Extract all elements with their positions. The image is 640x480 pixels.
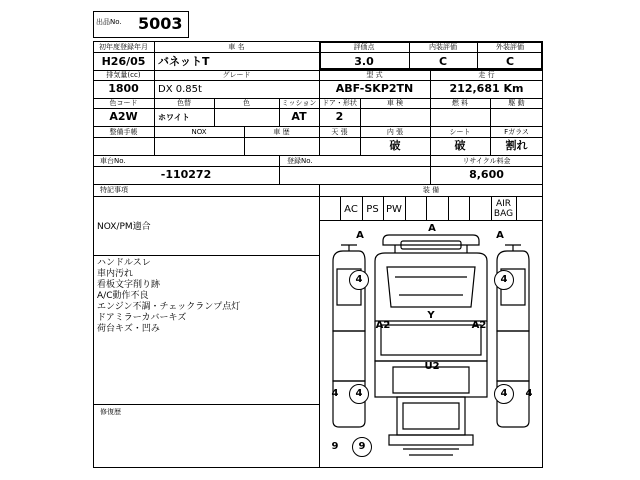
chassis-label: 車台No. bbox=[100, 157, 126, 165]
reg-date-value: H26/05 bbox=[101, 55, 146, 68]
grade-label: グレード bbox=[222, 71, 251, 79]
damage-circle-front-fender-right: 4 bbox=[494, 270, 514, 290]
service-book-label: 整備手帳 bbox=[109, 128, 138, 136]
chassis-value: -110272 bbox=[160, 168, 212, 181]
equipment-label: 装 備 bbox=[422, 186, 440, 194]
seat-value: 破 bbox=[454, 139, 466, 152]
damage-door-left: A2 bbox=[375, 320, 391, 331]
glass-value: 割れ bbox=[505, 139, 528, 152]
drive-label: 駆 動 bbox=[508, 99, 525, 107]
color-change-label: 色替 bbox=[177, 99, 191, 107]
damage-front-center: A bbox=[428, 223, 436, 234]
lot-number: 5003 bbox=[138, 14, 183, 33]
ceiling-label: 天 張 bbox=[331, 128, 348, 136]
damage-circle-bottom-left: 9 bbox=[352, 437, 372, 457]
special-note-4: A/C動作不良 bbox=[97, 291, 149, 301]
interior-grade-label: 内装評価 bbox=[429, 43, 457, 51]
doors-label: ドア・形状 bbox=[322, 99, 357, 107]
special-note-7: 荷台キズ・凹み bbox=[97, 324, 160, 334]
recycle-label: リサイクル料金 bbox=[462, 157, 511, 165]
damage-door-right: A2 bbox=[471, 320, 487, 331]
mileage-label: 走 行 bbox=[478, 71, 495, 79]
score-value: 3.0 bbox=[354, 55, 374, 68]
nox-label: NOX bbox=[191, 128, 207, 136]
damage-circle-front-fender-left: 4 bbox=[349, 270, 369, 290]
damage-circle-rear-left: 4 bbox=[349, 384, 369, 404]
damage-bottom-left-outer: 9 bbox=[331, 441, 339, 452]
doors-value: 2 bbox=[335, 110, 344, 123]
reg-date-label: 初年度登録年月 bbox=[99, 43, 148, 51]
damage-rear-left-outer: 4 bbox=[331, 388, 339, 399]
fuel-label: 燃 料 bbox=[451, 99, 469, 107]
special-note-nox: NOX/PM適合 bbox=[97, 222, 151, 232]
lot-label: 出品No. bbox=[96, 18, 122, 26]
displacement-label: 排気量(cc) bbox=[106, 71, 141, 79]
glass-label: Fガラス bbox=[504, 128, 529, 136]
damage-roof: Y bbox=[427, 310, 435, 321]
equipment-ac: AC bbox=[344, 204, 358, 215]
mileage-value: 212,681 Km bbox=[449, 82, 524, 95]
score-label: 評価点 bbox=[353, 43, 375, 51]
inspection-label: 車 検 bbox=[386, 99, 404, 107]
model-value: バネットT bbox=[158, 55, 210, 68]
grade-value: DX 0.85t bbox=[158, 84, 202, 95]
model-label: 車 名 bbox=[228, 43, 245, 51]
repair-history-label: 修復歴 bbox=[100, 408, 121, 416]
seat-label: シート bbox=[449, 128, 471, 136]
color-label: 色 bbox=[243, 99, 250, 107]
equipment-ps: PS bbox=[366, 204, 379, 215]
color-value: ホワイト bbox=[158, 113, 190, 122]
special-note-1: ハンドルスレ bbox=[97, 258, 151, 268]
mission-value: AT bbox=[291, 110, 307, 123]
special-note-3: 看板文字削り跡 bbox=[97, 280, 161, 290]
exterior-grade-label: 外装評価 bbox=[496, 43, 524, 51]
special-note-5: エンジン不調・チェックランプ点灯 bbox=[97, 302, 241, 312]
type-label: 型 式 bbox=[366, 71, 383, 79]
equipment-airbag: AIR BAG bbox=[493, 199, 514, 219]
history-label: 車 歴 bbox=[273, 128, 290, 136]
truck-diagram bbox=[319, 221, 543, 468]
special-note-6: ドアミラーカバーキズ bbox=[97, 313, 187, 323]
damage-front-right: A bbox=[496, 230, 504, 241]
damage-front-left: A bbox=[356, 230, 364, 241]
special-notes-label: 特記事項 bbox=[100, 186, 128, 194]
type-value: ABF-SKP2TN bbox=[335, 82, 414, 95]
damage-circle-rear-right: 4 bbox=[494, 384, 514, 404]
exterior-grade-value: C bbox=[505, 55, 515, 68]
equipment-pw: PW bbox=[386, 204, 402, 215]
displacement-value: 1800 bbox=[108, 82, 139, 95]
interior-trim-value: 破 bbox=[389, 139, 401, 152]
interior-grade-value: C bbox=[438, 55, 448, 68]
special-note-2: 車内汚れ bbox=[97, 269, 134, 279]
regno-label: 登録No. bbox=[287, 157, 313, 165]
interior-trim-label: 内 張 bbox=[386, 128, 404, 136]
recycle-value: 8,600 bbox=[469, 168, 504, 181]
mission-label: ミッション bbox=[281, 99, 317, 107]
damage-rear-right-outer: 4 bbox=[525, 388, 533, 399]
color-code-value: A2W bbox=[109, 110, 138, 123]
color-code-label: 色コード bbox=[109, 99, 138, 107]
damage-bed: U2 bbox=[424, 361, 440, 372]
